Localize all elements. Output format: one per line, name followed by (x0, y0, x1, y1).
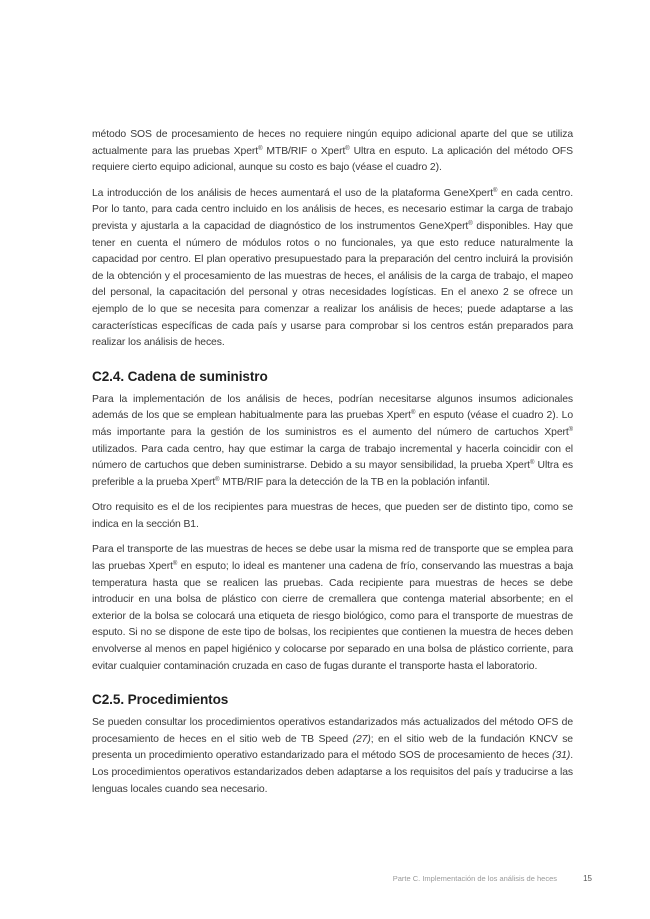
paragraph-supply-2: Otro requisito es el de los recipientes para muestras de heces, que pueden ser de distinto tipo, como se indica en la sección B1. (92, 502, 573, 530)
page-content (92, 127, 573, 798)
section-heading-procedures: C2.5. Procedimientos (92, 692, 229, 708)
section-heading-supply-chain: C2.4. Cadena de suministro (92, 368, 268, 384)
paragraph-procedures: Se pueden consultar los procedimientos operativos estandarizados más actualizados del método OFS de procesamiento de heces en el sitio web de TB Speed (27); en el sitio web de la fundación KNCV se presenta un procedimiento operativo estandarizado para el método SOS de procesamiento de heces (31). Los procedimientos operativos estandarizados deben adaptarse a los requisitos del país y traducirse a las lenguas locales cuando sea necesario. (92, 717, 573, 795)
paragraph-intro-2: La introducción de los análisis de heces aumentará el uso de la plataforma GeneXpert® en cada centro. Por lo tanto, para cada centro incluido en los análisis de heces, es necesario estimar la carga de trabajo prevista y ajustarla a la capacidad de diagnóstico de los instrumentos GeneXpert® disponibles. Hay que tener en cuenta el número de módulos rotos o no funcionales, ya que esto reduce naturalmente la capacidad por centro. El plan operativo presupuestado para la preparación del centro incluirá la provisión de la obtención y el procesamiento de las muestras de heces, el análisis de la carga de trabajo, el mapeo del personal, la capacitación del personal y otras necesidades logísticas. En el anexo 2 se ofrece un ejemplo de lo que se necesita para comenzar a realizar los análisis de heces; puede adaptarse a las características específicas de cada país y usarse para comprobar si los centros están preparados para realizar los análisis de heces. (92, 187, 573, 349)
running-title: Parte C. Implementación de los análisis de heces (392, 874, 557, 883)
paragraph-supply-1: Para la implementación de los análisis de heces, podrían necesitarse algunos insumos adicionales además de los que se emplean habitualmente para las pruebas Xpert® en esputo (véase el cuadro 2). Lo más importante para la gestión de los suministros es el aumento del número de cartuchos Xpert® utilizados. Para cada centro, hay que estimar la carga de trabajo incremental y hacerla coincidir con el número de cartuchos que deben suministrarse. Debido a su mayor sensibilidad, la prueba Xpert® Ultra es preferible a la prueba Xpert® MTB/RIF para la detección de la TB en la población infantil. (92, 393, 573, 488)
paragraph-supply-3: Para el transporte de las muestras de heces se debe usar la misma red de transporte que se emplea para las pruebas Xpert® en esputo; lo ideal es mantener una cadena de frío, conservando las muestras a baja temperatura hasta que se realicen las pruebas. Cada recipiente para muestras de heces se debe introducir en una bolsa de plástico con cierre de cremallera que contenga material absorbente; en el exterior de la bolsa se colocará una etiqueta de riesgo biológico, como para el transporte de muestras de esputo. Si no se dispone de este tipo de bolsas, los recipientes que contienen la muestra de heces deben envolverse al menos en papel higiénico y colocarse por separado en una bolsa de plástico corriente, para evitar cualquier contaminación cruzada en caso de fugas durante el transporte hasta el laboratorio. (92, 544, 573, 672)
reference-31: (31) (552, 750, 571, 762)
reference-27: (27) (352, 733, 371, 745)
page-footer (393, 874, 592, 883)
page-number: 15 (583, 874, 592, 883)
paragraph-intro-1: método SOS de procesamiento de heces no requiere ningún equipo adicional aparte del que se utiliza actualmente para las pruebas Xpert® MTB/RIF o Xpert® Ultra en esputo. La aplicación del método OFS requiere cierto equipo adicional, aunque su costo es bajo (véase el cuadro 2). (92, 129, 574, 174)
